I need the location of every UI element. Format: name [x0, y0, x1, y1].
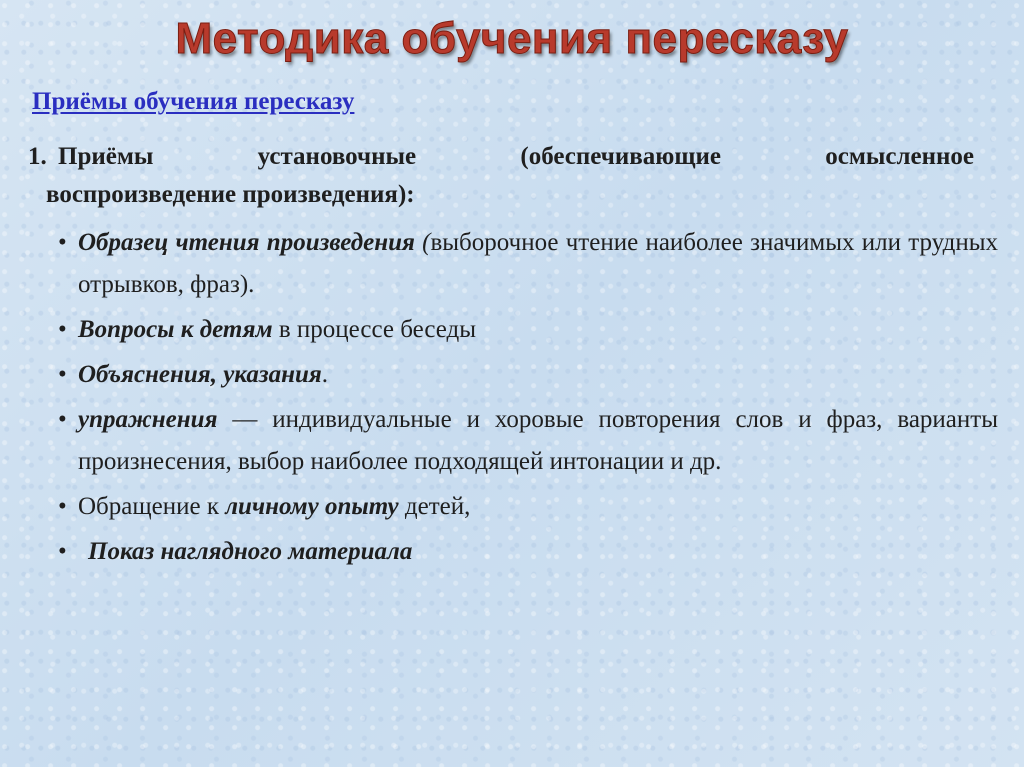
bullet-emphasis: упражнения	[78, 406, 218, 433]
bullet-text: — индивидуальные и хоровые повторения слов и фраз, варианты произнесения, выбор наиболее подходящей интонации и др.	[78, 406, 998, 475]
point-line-1: Приёмы установочные (обеспечивающие осмысленное	[58, 143, 974, 170]
bullet-personal-experience	[58, 486, 998, 528]
bullet-questions	[58, 309, 998, 351]
bullet-emphasis: Объяснения, указания	[78, 361, 322, 388]
numbered-point	[28, 138, 996, 214]
point-line-2: воспроизведение произведения):	[46, 181, 415, 208]
bullet-visual-material	[58, 531, 998, 573]
bullet-explanations	[58, 354, 998, 396]
bullet-text: детей,	[398, 493, 471, 520]
slide-title: Методика обучения пересказу	[175, 14, 849, 63]
bullet-list	[58, 222, 998, 576]
bullet-emphasis: Показ наглядного материала	[88, 538, 413, 565]
bullet-emphasis: Образец чтения произведения	[78, 229, 415, 256]
bullet-paren: (	[414, 229, 431, 256]
point-text	[28, 138, 996, 214]
bullet-exercises	[58, 399, 998, 483]
bullet-text: .	[321, 361, 328, 388]
bullet-emphasis: Вопросы к детям	[78, 316, 273, 343]
bullet-reading-sample	[58, 222, 998, 306]
bullet-text: выборочное чтение наиболее значимых или трудных отрывков, фраз).	[78, 229, 999, 298]
section-heading: Приёмы обучения пересказу	[32, 88, 355, 115]
bullet-text-pre: Обращение к	[78, 493, 226, 520]
point-number: 1.	[28, 143, 47, 170]
bullet-emphasis: личному опыту	[225, 493, 399, 520]
bullet-text: в процессе беседы	[272, 316, 477, 343]
